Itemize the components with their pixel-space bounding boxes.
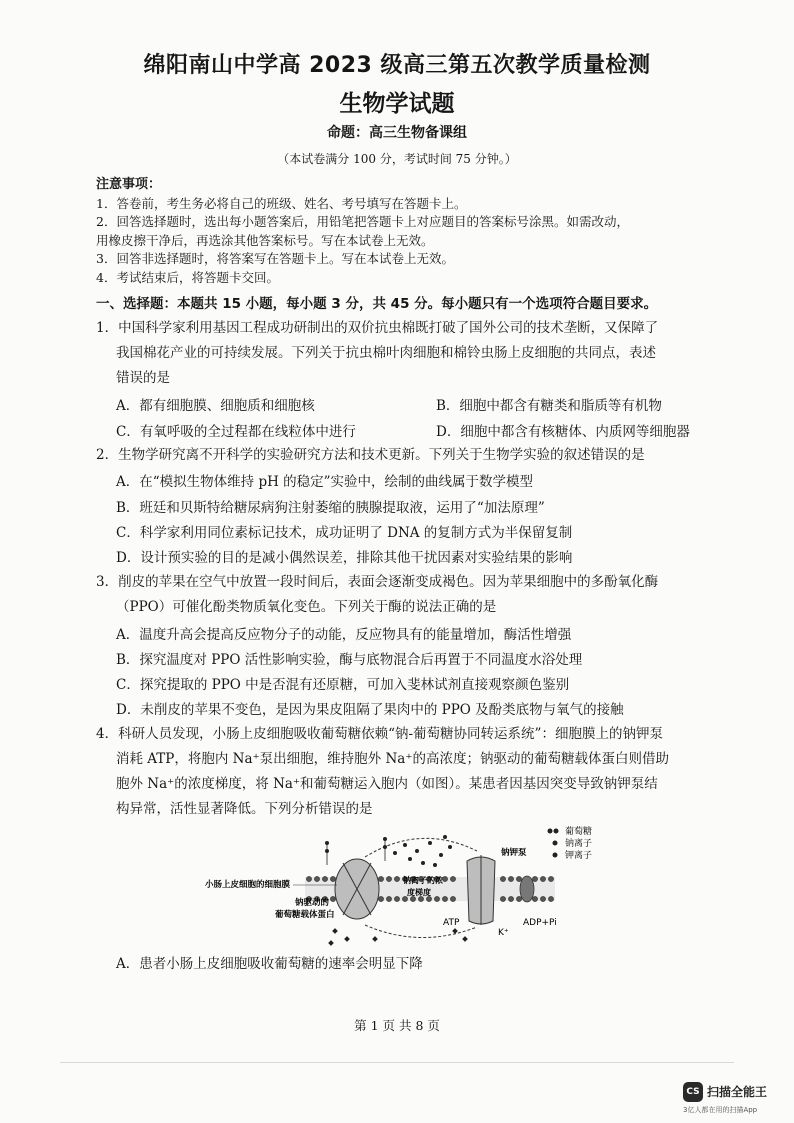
- option-c: C．探究提取的 PPO 中是否混有还原糖，可加入斐林试剂直接观察颜色鉴别: [116, 677, 570, 693]
- option-b: B．细胞中都含有糖类和脂质等有机物: [436, 398, 662, 414]
- diagram-legend: [548, 825, 593, 861]
- question-stem-line: 4．科研人员发现，小肠上皮细胞吸收葡萄糖依赖“钠-葡萄糖协同转运系统”：细胞膜上的钠钾泵: [96, 726, 663, 742]
- pump-label: 钠钾泵: [501, 848, 527, 858]
- membrane-label: 小肠上皮细胞的细胞膜: [205, 880, 291, 890]
- option-c: C．有氧呼吸的全过程都在线粒体中进行: [116, 424, 356, 440]
- subject-title: 生物学试题: [339, 91, 455, 117]
- option-b: B．探究温度对 PPO 活性影响实验，酶与底物混合后再置于不同温度水浴处理: [116, 652, 583, 668]
- legend-sodium: 钠离子: [565, 839, 593, 849]
- author-line: 命题：高三生物备课组: [327, 125, 467, 141]
- question-stem-line: 构异常，活性显著降低。下列分析错误的是: [116, 801, 373, 817]
- glucose-carrier-protein: [335, 859, 379, 919]
- question-3: [96, 570, 726, 620]
- option-a: A．温度升高会提高反应物分子的动能，反应物具有的能量增加，酶活性增强: [116, 627, 572, 643]
- question-2: [96, 443, 726, 468]
- option-b: B．班廷和贝斯特给糖尿病狗注射萎缩的胰腺提取液，运用了“加法原理”: [116, 500, 545, 516]
- gradient-label-2: 度梯度: [407, 888, 431, 897]
- question-stem-line: 1．中国科学家利用基因工程成功研制出的双价抗虫棉既打破了国外公司的技术垄断，又保障了: [96, 320, 659, 336]
- scanner-tagline: 3亿人都在用的扫描App: [683, 1106, 758, 1114]
- potassium-channel: [520, 876, 534, 902]
- gradient-arrow-bottom: [365, 925, 477, 938]
- k-label: K⁺: [498, 928, 509, 938]
- exam-title: 绵阳南山中学高 2023 级高三第五次教学质量检测: [143, 53, 651, 78]
- question-stem-line: 消耗 ATP，将胞内 Na⁺泵出细胞，维持胞外 Na⁺的高浓度；钠驱动的葡萄糖载体蛋白则借助: [116, 751, 669, 767]
- note-item: 4．考试结束后，将答题卡交回。: [96, 269, 279, 285]
- carrier-label-1: 钠驱动的: [295, 898, 330, 908]
- sodium-potassium-pump: [467, 855, 495, 925]
- gradient-arrow-top: [365, 838, 477, 857]
- question-stem-line: 胞外 Na⁺的浓度梯度，将 Na⁺和葡萄糖运入胞内（如图）。某患者因基因突变导致钠钾泵结: [116, 776, 658, 792]
- option-d: D．细胞中都含有核糖体、内质网等细胞器: [436, 424, 690, 440]
- notes-block: [96, 176, 726, 287]
- note-item: 1．答卷前，考生务必将自己的班级、姓名、考号填写在答题卡上。: [96, 195, 467, 211]
- question-1: [96, 316, 726, 391]
- scanner-name: 扫描全能王: [707, 1085, 768, 1099]
- question-stem-line: 我国棉花产业的可持续发展。下列关于抗虫棉叶肉细胞和棉铃虫肠上皮细胞的共同点，表述: [116, 345, 656, 361]
- question-4: [96, 722, 726, 822]
- option-d: D．设计预实验的目的是减小偶然误差，排除其他干扰因素对实验结果的影响: [116, 550, 573, 566]
- legend-potassium: 钾离子: [565, 851, 593, 861]
- option-d: D．未削皮的苹果不变色，是因为果皮阻隔了果肉中的 PPO 及酚类底物与氧气的接触: [116, 702, 624, 718]
- section-title: 一、选择题：本题共 15 小题，每小题 3 分，共 45 分。每小题只有一个选项符合题目要求。: [96, 296, 658, 312]
- scanner-watermark: [683, 1082, 793, 1118]
- notes-heading: 注意事项：: [96, 177, 162, 192]
- adp-label: ADP+Pi: [523, 918, 557, 928]
- scanner-logo-icon: CS: [683, 1082, 703, 1102]
- question-stem-line: （PPO）可催化酚类物质氧化变色。下列关于酶的说法正确的是: [116, 599, 497, 615]
- note-item: 用橡皮擦干净后，再选涂其他答案标号。写在本试卷上无效。: [96, 232, 434, 248]
- atp-label: ATP: [443, 918, 460, 928]
- option-a: A．在“模拟生物体维持 pH 的稳定”实验中，绘制的曲线属于数学模型: [116, 474, 534, 490]
- gradient-label-1: 钠离子的浓: [403, 876, 443, 885]
- note-item: 3．回答非选择题时，将答案写在答题卡上。写在本试卷上无效。: [96, 251, 454, 266]
- question-stem-line: 3．削皮的苹果在空气中放置一段时间后，表面会逐渐变成褐色。因为苹果细胞中的多酚氧化酶: [96, 574, 659, 590]
- score-info: （本试卷满分 100 分，考试时间 75 分钟。）: [277, 152, 517, 166]
- question-stem-line: 错误的是: [116, 370, 170, 386]
- option-a: A．患者小肠上皮细胞吸收葡萄糖的速率会明显下降: [116, 956, 423, 972]
- page-number: 第 1 页 共 8 页: [354, 1018, 440, 1033]
- divider: [60, 1062, 734, 1063]
- question-stem-line: 2．生物学研究离不开科学的实验研究方法和技术更新。下列关于生物学实验的叙述错误的是: [96, 447, 645, 463]
- option-a: A．都有细胞膜、细胞质和细胞核: [116, 398, 315, 414]
- note-item: 2．回答选择题时，选出每小题答案后，用铅笔把答题卡上对应题目的答案标号涂黑。如需改动，: [96, 214, 629, 229]
- transport-diagram: [205, 825, 625, 950]
- legend-glucose: 葡萄糖: [565, 827, 593, 837]
- carrier-label-2: 葡萄糖载体蛋白: [275, 910, 335, 920]
- option-c: C．科学家利用同位素标记技术，成功证明了 DNA 的复制方式为半保留复制: [116, 525, 573, 541]
